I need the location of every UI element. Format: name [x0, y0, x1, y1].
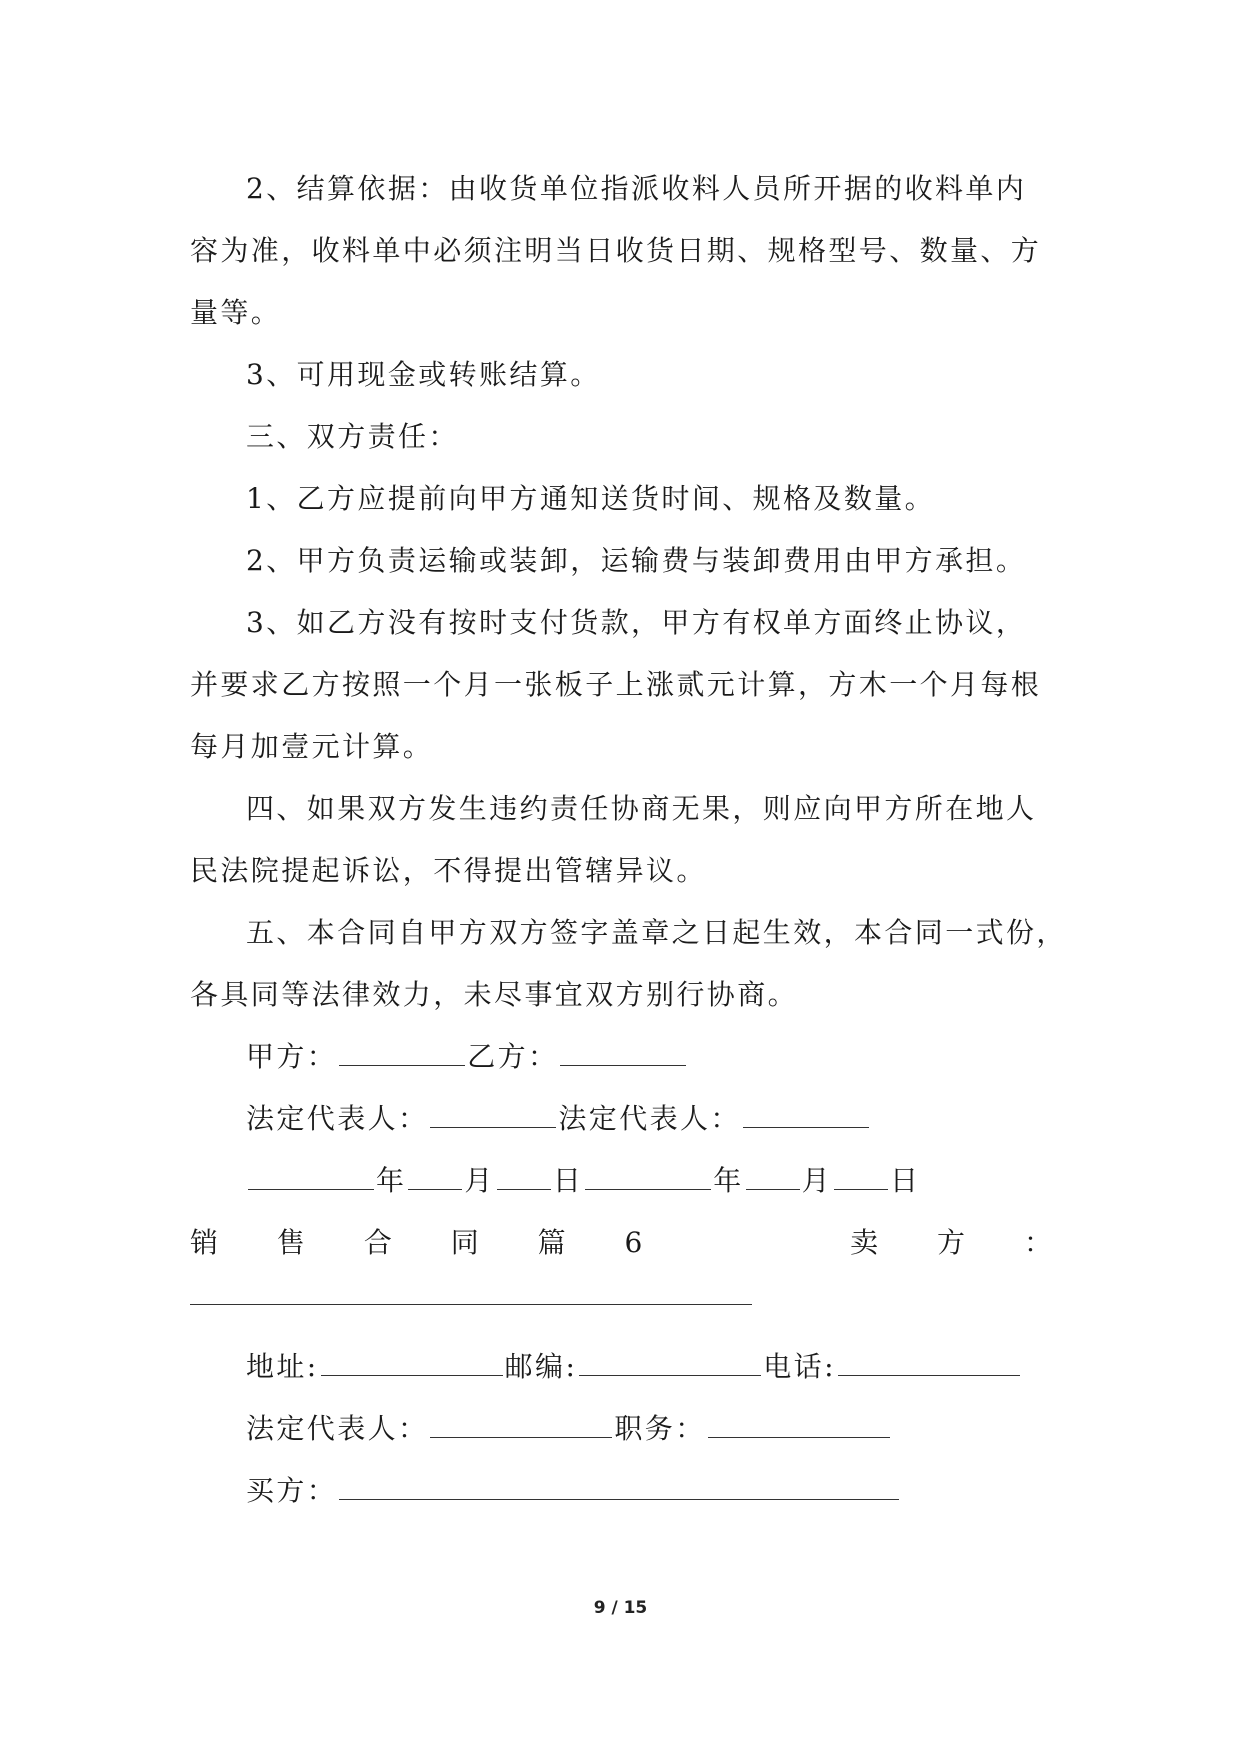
- title-char: 销: [190, 1226, 219, 1259]
- paragraph-effectiveness-line-1: 五、本合同自甲方双方签字盖章之日起生效，本合同一式份，: [246, 916, 1067, 949]
- postcode-blank: [579, 1349, 761, 1376]
- page-number: 9 / 15: [593, 1598, 648, 1618]
- title-char: 6: [624, 1226, 643, 1259]
- paragraph-delivery-notice: 1、乙方应提前向甲方通知送货时间、规格及数量。: [246, 482, 936, 515]
- title-char: 卖: [850, 1226, 879, 1259]
- paragraph-effectiveness-line-2: 各具同等法律效力，未尽事宜双方别行协商。: [190, 978, 799, 1011]
- day-a-label: 日: [552, 1164, 584, 1197]
- next-contract-title-row: [190, 1212, 1052, 1274]
- paragraph-dispute-line-1: 四、如果双方发生违约责任协商无果，则应向甲方所在地人: [246, 792, 1037, 825]
- signature-parties-row: [190, 1026, 1052, 1088]
- paragraph-settlement-basis-line-1: 2、结算依据：由收货单位指派收料人员所开据的收料单内: [246, 172, 1027, 205]
- day-b-label: 日: [890, 1164, 921, 1197]
- month-a-label: 月: [464, 1164, 495, 1197]
- address-label: 地址:: [246, 1350, 319, 1383]
- day-a-blank: [497, 1163, 551, 1190]
- paragraph-dispute-line-2: 民法院提起诉讼，不得提出管辖异议。: [190, 854, 707, 887]
- legal-rep-a-blank: [430, 1101, 556, 1128]
- party-a-label: 甲方：: [246, 1040, 338, 1073]
- party-b-label: 乙方：: [467, 1040, 559, 1073]
- month-b-blank: [746, 1163, 800, 1190]
- section-heading-responsibilities: 三、双方责任：: [246, 420, 459, 453]
- signature-legal-rep-row: [190, 1088, 1052, 1150]
- buyer-row: [190, 1460, 1052, 1522]
- title-char: 售: [276, 1226, 305, 1259]
- year-b-blank: [585, 1163, 711, 1190]
- title-char: 合: [363, 1226, 392, 1259]
- phone-label: 电话:: [763, 1350, 836, 1383]
- month-b-label: 月: [801, 1164, 833, 1197]
- address-blank: [321, 1349, 503, 1376]
- party-a-blank: [339, 1039, 465, 1066]
- party-b-blank: [560, 1039, 686, 1066]
- position-label: 职务：: [614, 1412, 706, 1445]
- legal-rep-b-blank: [743, 1101, 869, 1128]
- paragraph-late-payment-line-2: 并要求乙方按照一个月一张板子上涨贰元计算，方木一个月每根: [190, 668, 1042, 701]
- paragraph-transport-cost: 2、甲方负责运输或装卸，运输费与装卸费用由甲方承担。: [246, 544, 1027, 577]
- title-char: 篇: [537, 1226, 566, 1259]
- year-b-label: 年: [713, 1164, 744, 1197]
- legal-rep-b-label: 法定代表人：: [558, 1102, 741, 1135]
- title-char: 方: [937, 1226, 966, 1259]
- paragraph-settlement-basis-line-3: 量等。: [190, 296, 282, 329]
- paragraph-settlement-basis-line-2: 容为准，收料单中必须注明当日收货日期、规格型号、数量、方: [190, 234, 1042, 267]
- seller-legal-rep-label: 法定代表人：: [246, 1412, 429, 1445]
- position-blank: [708, 1411, 890, 1438]
- buyer-label: 买方：: [246, 1474, 338, 1507]
- paragraph-late-payment-line-1: 3、如乙方没有按时支付货款，甲方有权单方面终止协议，: [246, 606, 1027, 639]
- signature-date-row: [190, 1150, 1052, 1212]
- year-a-label: 年: [376, 1164, 407, 1197]
- day-b-blank: [834, 1163, 888, 1190]
- document-body: [190, 158, 1067, 1522]
- legal-rep-a-label: 法定代表人：: [246, 1102, 429, 1135]
- month-a-blank: [408, 1163, 462, 1190]
- paragraph-payment-method: 3、可用现金或转账结算。: [246, 358, 601, 391]
- title-char: ：: [1023, 1226, 1052, 1259]
- phone-blank: [838, 1349, 1020, 1376]
- postcode-label: 邮编:: [504, 1350, 578, 1383]
- seller-name-blank: [190, 1274, 752, 1305]
- title-char: 同: [450, 1226, 479, 1259]
- seller-legal-rep-row: [190, 1398, 1052, 1460]
- seller-contact-row: [190, 1336, 1052, 1398]
- seller-blank-row: [190, 1274, 1052, 1336]
- buyer-blank: [339, 1473, 899, 1500]
- year-a-blank: [248, 1163, 374, 1190]
- paragraph-late-payment-line-3: 每月加壹元计算。: [190, 730, 434, 763]
- seller-legal-rep-blank: [430, 1411, 612, 1438]
